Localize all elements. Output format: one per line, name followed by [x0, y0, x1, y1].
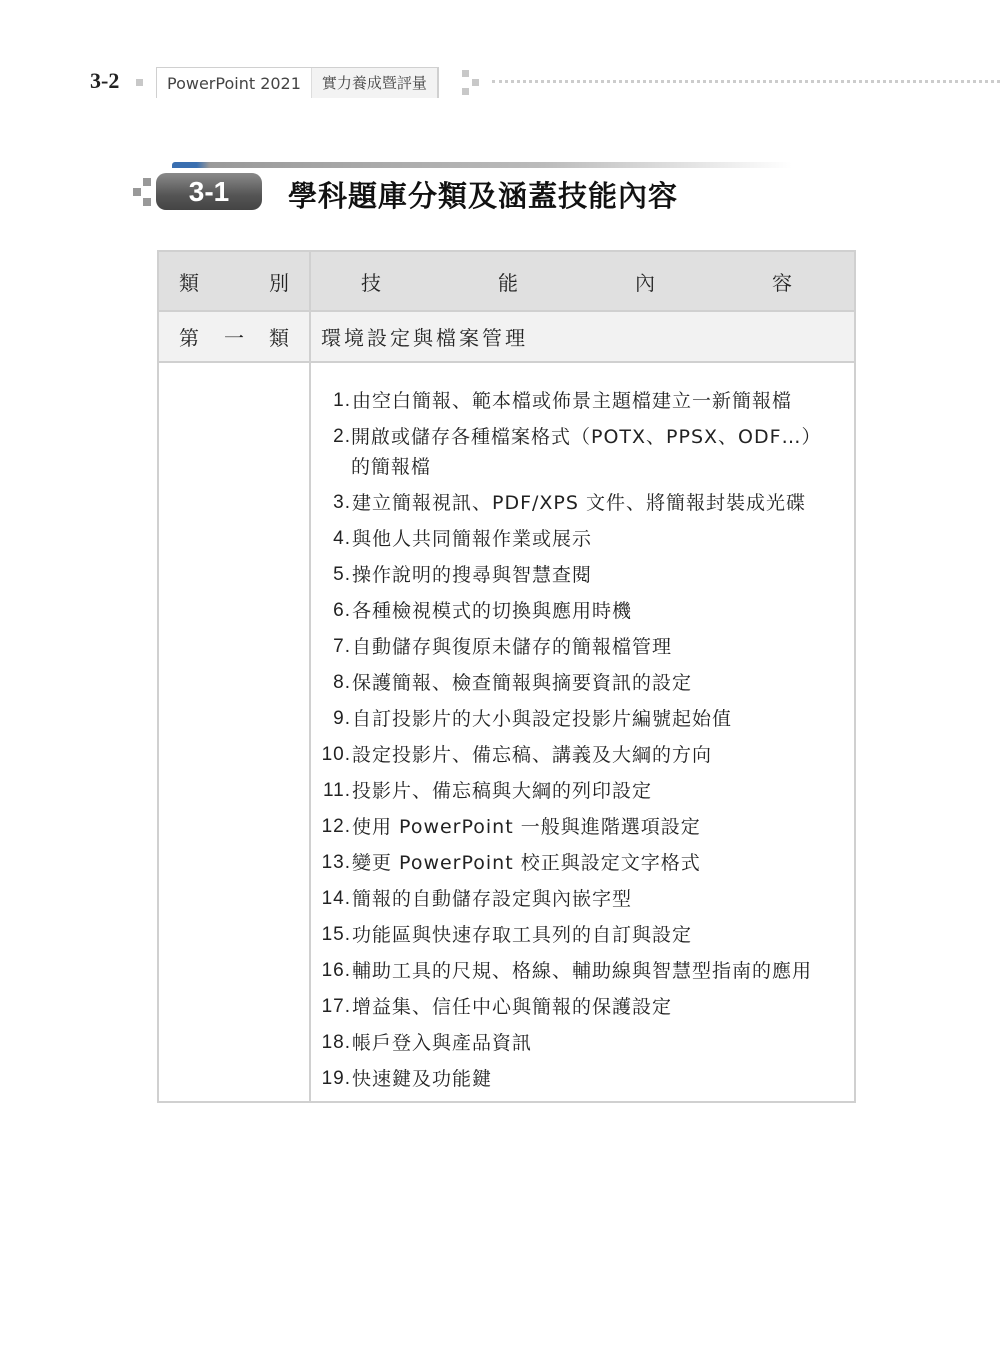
- header-content: 能: [498, 270, 518, 295]
- item-number: 19.: [321, 1068, 351, 1089]
- list-item: [311, 665, 854, 701]
- item-number: 5.: [333, 564, 351, 585]
- list-item: [311, 557, 854, 593]
- header-category: 類: [179, 270, 199, 295]
- item-text: 簡報的自動儲存設定與內嵌字型: [352, 888, 633, 910]
- list-item: [311, 629, 854, 665]
- item-number: 1.: [333, 390, 351, 411]
- item-text: 使用 PowerPoint 一般與進階選項設定: [352, 816, 701, 838]
- category-label: 第: [179, 326, 199, 350]
- list-item: [311, 593, 854, 629]
- item-number: 2.: [333, 426, 351, 447]
- list-item: [311, 701, 854, 737]
- list-item: [311, 737, 854, 773]
- category-title: 環境設定與檔案管理: [321, 326, 528, 350]
- item-text: 帳戶登入與產品資訊: [352, 1032, 533, 1054]
- list-item: [311, 1061, 854, 1097]
- decor-square: [143, 198, 151, 206]
- item-text: 增益集、信任中心與簡報的保護設定: [352, 996, 673, 1018]
- item-number: 14.: [321, 888, 351, 909]
- category-label: 類: [269, 326, 289, 350]
- item-number: 8.: [333, 672, 351, 693]
- header-content: 內: [635, 270, 655, 295]
- item-number: 11.: [322, 780, 351, 801]
- item-text: 保護簡報、檢查簡報與摘要資訊的設定: [352, 672, 693, 694]
- list-item: [311, 383, 854, 419]
- decor-square: [462, 88, 469, 95]
- section-rule: [172, 162, 792, 168]
- skills-list: [311, 383, 854, 1097]
- item-number: 4.: [333, 528, 351, 549]
- list-item: [311, 881, 854, 917]
- dotted-rule: [492, 80, 1000, 83]
- table-header-row: [158, 251, 855, 311]
- item-text: 各種檢視模式的切換與應用時機: [352, 600, 633, 622]
- list-item: [311, 917, 854, 953]
- item-number: 3.: [333, 492, 351, 513]
- item-text: 開啟或儲存各種檔案格式（POTX、PPSX、ODF…）的簡報檔: [351, 426, 822, 478]
- empty-cell: [158, 362, 310, 1102]
- item-number: 6.: [333, 600, 351, 621]
- item-text: 輔助工具的尺規、格線、輔助線與智慧型指南的應用: [352, 960, 813, 982]
- section-title: 學科題庫分類及涵蓋技能內容: [288, 179, 679, 213]
- item-text: 建立簡報視訊、PDF/XPS 文件、將簡報封裝成光碟: [352, 492, 806, 514]
- list-item: [311, 845, 854, 881]
- item-text: 與他人共同簡報作業或展示: [352, 528, 593, 550]
- running-header: [156, 67, 439, 98]
- list-item: [311, 419, 854, 485]
- item-number: 18.: [321, 1032, 351, 1053]
- list-item: [311, 989, 854, 1025]
- item-text: 變更 PowerPoint 校正與設定文字格式: [352, 852, 701, 874]
- list-item: [311, 953, 854, 989]
- item-number: 7.: [333, 636, 351, 657]
- item-text: 設定投影片、備忘稿、講義及大綱的方向: [352, 744, 713, 766]
- item-number: 9.: [333, 708, 351, 729]
- item-text: 自動儲存與復原未儲存的簡報檔管理: [352, 636, 673, 658]
- list-item: [311, 809, 854, 845]
- list-item: [311, 521, 854, 557]
- list-item: [311, 1025, 854, 1061]
- item-number: 16.: [321, 960, 351, 981]
- item-number: 12.: [321, 816, 351, 837]
- book-subtitle: 實力養成暨評量: [311, 68, 438, 98]
- item-text: 投影片、備忘稿與大綱的列印設定: [352, 780, 653, 802]
- item-number: 10.: [321, 744, 351, 765]
- decor-square: [462, 70, 469, 77]
- list-item: [311, 773, 854, 809]
- section-number: 3-1: [156, 173, 262, 210]
- item-text: 功能區與快速存取工具列的自訂與設定: [352, 924, 693, 946]
- item-number: 15.: [321, 924, 351, 945]
- category-row: [158, 311, 855, 362]
- list-item: [311, 485, 854, 521]
- decor-square: [472, 79, 479, 86]
- page-number: 3-2: [90, 68, 120, 93]
- item-text: 操作說明的搜尋與智慧查閱: [352, 564, 593, 586]
- header-content: 容: [772, 270, 792, 295]
- decor-square: [136, 79, 143, 86]
- decor-square: [143, 178, 151, 186]
- book-title: PowerPoint 2021: [167, 73, 301, 93]
- category-label: 一: [224, 326, 244, 350]
- item-number: 13.: [321, 852, 351, 873]
- decor-square: [133, 188, 141, 196]
- item-text: 自訂投影片的大小與設定投影片編號起始值: [352, 708, 733, 730]
- items-row: [158, 362, 855, 1102]
- skills-table: [157, 250, 856, 1103]
- item-text: 由空白簡報、範本檔或佈景主題檔建立一新簡報檔: [352, 390, 793, 412]
- header-category: 別: [269, 270, 289, 295]
- item-number: 17.: [321, 996, 351, 1017]
- item-text: 快速鍵及功能鍵: [352, 1068, 493, 1090]
- header-content: 技: [361, 270, 381, 295]
